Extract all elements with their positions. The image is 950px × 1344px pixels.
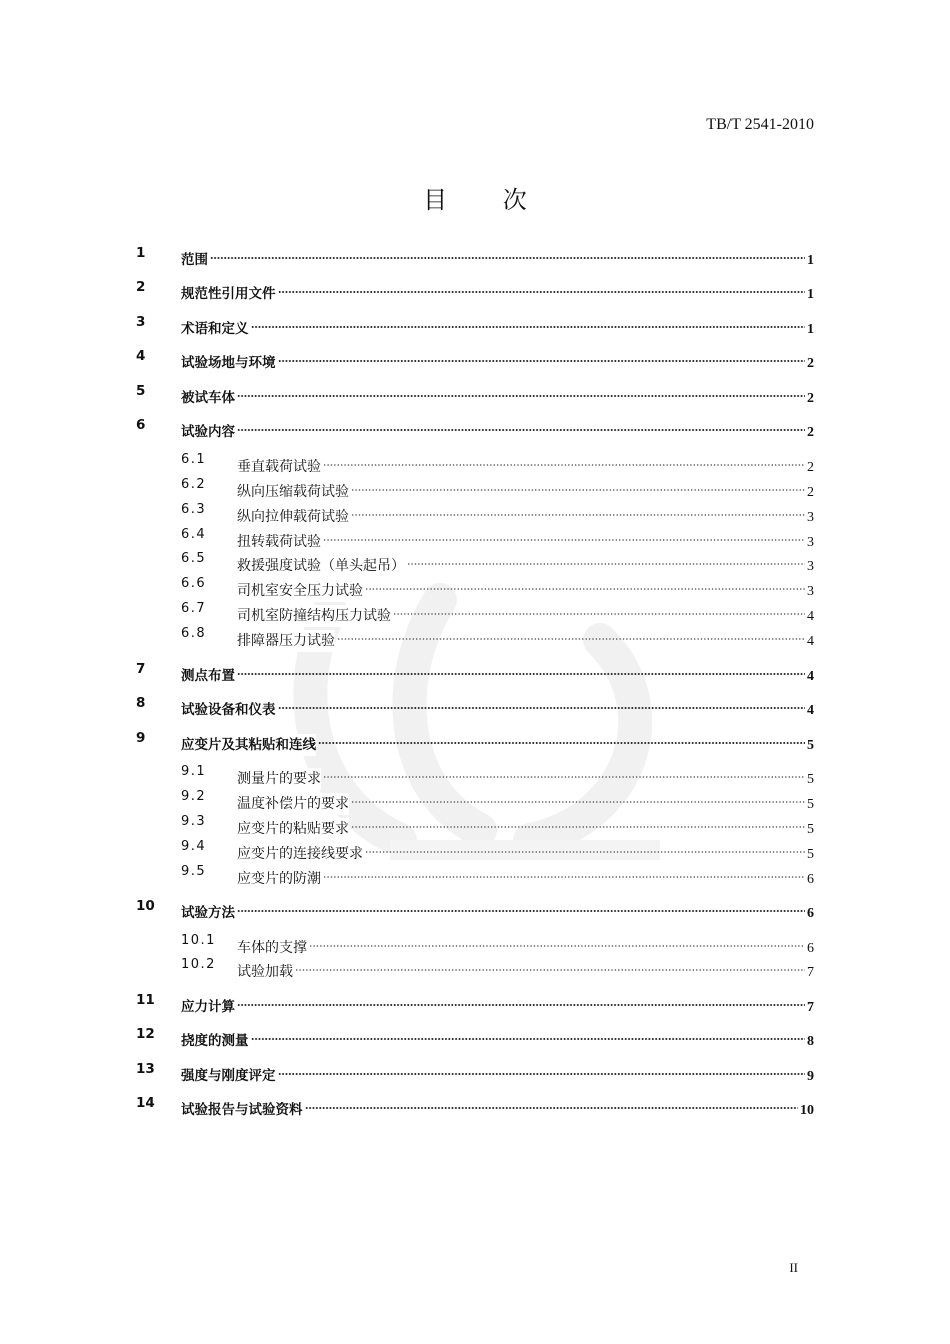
toc-entry[interactable] <box>0 1058 950 1084</box>
toc-entry-page: 2 <box>807 356 814 371</box>
toc-entry[interactable] <box>0 499 950 525</box>
toc-dot-leader <box>335 623 807 645</box>
toc-dot-leader <box>235 658 807 680</box>
toc-entry-number: 6.4 <box>181 527 207 542</box>
toc-entry-title: 应力计算 <box>181 996 235 1018</box>
toc-entry[interactable] <box>0 414 950 440</box>
toc-entry[interactable] <box>0 836 950 862</box>
toc-entry-number: 9.5 <box>181 864 207 879</box>
toc-entry-title: 应变片的连接线要求 <box>237 843 363 865</box>
toc-entry-line <box>237 761 814 787</box>
toc-entry-page: 7 <box>807 965 814 980</box>
toc-entry[interactable] <box>0 524 950 550</box>
toc-entry-title: 术语和定义 <box>181 318 249 340</box>
toc-entry[interactable] <box>0 989 950 1015</box>
toc-entry[interactable] <box>0 598 950 624</box>
toc-entry-line <box>237 811 814 837</box>
toc-entry-number: 10 <box>136 898 155 914</box>
toc-entry-number: 6.8 <box>181 626 207 641</box>
toc-entry[interactable] <box>0 1023 950 1049</box>
toc-entry-line <box>181 345 814 371</box>
toc-entry[interactable] <box>0 623 950 649</box>
doc-code: TB/T 2541-2010 <box>706 116 814 133</box>
toc-dot-leader <box>321 861 807 883</box>
toc-entry-number: 14 <box>136 1095 155 1111</box>
toc-entry-number: 7 <box>136 661 146 677</box>
toc-entry-line <box>237 573 814 599</box>
toc-entry-page: 1 <box>807 253 814 268</box>
toc-entry[interactable] <box>0 474 950 500</box>
toc-dot-leader <box>349 811 807 833</box>
toc-dot-leader <box>321 524 807 546</box>
toc-entry-title: 范围 <box>181 249 208 271</box>
toc-entry-number: 10.2 <box>181 957 216 972</box>
toc-dot-leader <box>405 548 807 570</box>
toc-dot-leader <box>249 1023 808 1045</box>
toc-entry-page: 5 <box>807 772 814 787</box>
toc-dot-leader <box>391 598 807 620</box>
toc-entry-line <box>181 727 814 753</box>
toc-entry[interactable] <box>0 861 950 887</box>
toc-entry-number: 1 <box>136 245 146 261</box>
toc-dot-leader <box>349 499 807 521</box>
toc-entry[interactable] <box>0 276 950 302</box>
toc-entry-line <box>181 1058 814 1084</box>
toc-dot-leader <box>276 276 808 298</box>
toc-entry-number: 13 <box>136 1061 155 1077</box>
page-number: II <box>789 1260 798 1275</box>
toc-entry-page: 2 <box>807 425 814 440</box>
toc-entry-page: 5 <box>807 822 814 837</box>
toc-entry-title: 试验场地与环境 <box>181 352 276 374</box>
toc-entry-title: 挠度的测量 <box>181 1030 249 1052</box>
toc-entry-title: 温度补偿片的要求 <box>237 793 349 815</box>
toc-entry-page: 3 <box>807 559 814 574</box>
toc-entry-title: 被试车体 <box>181 387 235 409</box>
toc-entry-page: 4 <box>807 609 814 624</box>
toc-entry[interactable] <box>0 930 950 956</box>
toc-entry[interactable] <box>0 692 950 718</box>
toc-entry-line <box>237 449 814 475</box>
toc-dot-leader <box>235 414 807 436</box>
toc-entry-line <box>181 1023 814 1049</box>
toc-entry-title: 试验设备和仪表 <box>181 699 276 721</box>
toc-entry-line <box>181 311 814 337</box>
toc-entry[interactable] <box>0 311 950 337</box>
toc-entry[interactable] <box>0 761 950 787</box>
toc-entry-page: 5 <box>807 738 814 753</box>
toc-entry-line <box>237 861 814 887</box>
toc-entry[interactable] <box>0 727 950 753</box>
toc-entry[interactable] <box>0 242 950 268</box>
toc-entry[interactable] <box>0 954 950 980</box>
toc-dot-leader <box>276 1058 808 1080</box>
toc-entry[interactable] <box>0 1092 950 1118</box>
toc-entry-line <box>181 692 814 718</box>
toc-entry-line <box>237 524 814 550</box>
toc-entry-number: 9.4 <box>181 839 207 854</box>
toc-entry-line <box>181 989 814 1015</box>
toc-entry-page: 7 <box>807 1000 814 1015</box>
toc-entry-page: 2 <box>807 460 814 475</box>
toc-entry-line <box>237 499 814 525</box>
toc-entry-page: 4 <box>807 634 814 649</box>
toc-entry-page: 9 <box>807 1069 814 1084</box>
toc-entry-line <box>181 895 814 921</box>
toc-entry-number: 6.2 <box>181 477 207 492</box>
toc-entry-title: 司机室防撞结构压力试验 <box>237 605 391 627</box>
toc-entry-line <box>237 623 814 649</box>
toc-dot-leader <box>321 761 807 783</box>
toc-dot-leader <box>303 1092 801 1114</box>
toc-entry-title: 规范性引用文件 <box>181 283 276 305</box>
toc-entry-page: 2 <box>807 391 814 406</box>
toc-entry-title: 车体的支撑 <box>237 937 307 959</box>
toc-entry-line <box>237 836 814 862</box>
toc-entry-line <box>181 1092 814 1118</box>
toc-entry[interactable] <box>0 895 950 921</box>
toc-entry-title: 应变片的粘贴要求 <box>237 818 349 840</box>
toc-entry-number: 3 <box>136 314 146 330</box>
toc-dot-leader <box>316 727 807 749</box>
toc-dot-leader <box>363 836 807 858</box>
toc-entry-line <box>181 276 814 302</box>
toc-entry[interactable] <box>0 449 950 475</box>
toc-entry-number: 5 <box>136 383 146 399</box>
toc-entry-page: 1 <box>807 322 814 337</box>
toc-entry-page: 6 <box>807 941 814 956</box>
toc-entry-page: 1 <box>807 287 814 302</box>
toc-entry-page: 4 <box>807 703 814 718</box>
toc-entry-page: 8 <box>807 1034 814 1049</box>
toc-entry-line <box>237 474 814 500</box>
toc-entry-title: 垂直载荷试验 <box>237 456 321 478</box>
toc-entry[interactable] <box>0 811 950 837</box>
toc-entry-number: 8 <box>136 695 146 711</box>
toc-entry-line <box>181 658 814 684</box>
toc-entry-title: 试验方法 <box>181 902 235 924</box>
toc-entry-line <box>237 930 814 956</box>
toc-entry-number: 9.1 <box>181 764 207 779</box>
toc-entry-title: 司机室安全压力试验 <box>237 580 363 602</box>
toc-entry-line <box>237 954 814 980</box>
toc-dot-leader <box>235 895 807 917</box>
toc-entry-line <box>181 380 814 406</box>
toc-entry-page: 6 <box>807 872 814 887</box>
toc-entry-title: 强度与刚度评定 <box>181 1065 276 1087</box>
toc-entry-title: 应变片的防潮 <box>237 868 321 890</box>
toc-entry-title: 试验内容 <box>181 421 235 443</box>
toc-entry-line <box>237 548 814 574</box>
toc-entry-number: 9.3 <box>181 814 207 829</box>
toc-entry[interactable] <box>0 573 950 599</box>
toc-entry-page: 5 <box>807 797 814 812</box>
toc-entry-number: 12 <box>136 1026 155 1042</box>
toc-entry-page: 3 <box>807 535 814 550</box>
toc-entry-title: 纵向拉伸载荷试验 <box>237 506 349 528</box>
toc-entry-title: 纵向压缩载荷试验 <box>237 481 349 503</box>
toc-entry[interactable] <box>0 548 950 574</box>
toc-dot-leader <box>249 311 808 333</box>
toc-entry-title: 排障器压力试验 <box>237 630 335 652</box>
toc-dot-leader <box>276 345 808 367</box>
toc-entry-number: 11 <box>136 992 155 1008</box>
toc-dot-leader <box>293 954 807 976</box>
toc-entry-number: 9 <box>136 730 146 746</box>
toc-entry-number: 6.1 <box>181 452 207 467</box>
toc-dot-leader <box>208 242 807 264</box>
toc-entry[interactable] <box>0 658 950 684</box>
toc-entry-number: 6.3 <box>181 502 207 517</box>
toc-entry-title: 试验报告与试验资料 <box>181 1099 303 1121</box>
toc-entry-page: 3 <box>807 584 814 599</box>
toc-entry-page: 6 <box>807 906 814 921</box>
toc-entry-number: 6.5 <box>181 551 207 566</box>
toc-title: 目 次 <box>423 186 551 214</box>
toc-entry-number: 6.6 <box>181 576 207 591</box>
toc-entry-number: 9.2 <box>181 789 207 804</box>
toc-entry-title: 应变片及其粘贴和连线 <box>181 734 316 756</box>
toc-entry-line <box>181 242 814 268</box>
toc-entry-line <box>237 598 814 624</box>
toc-entry[interactable] <box>0 786 950 812</box>
toc-entry-page: 10 <box>800 1103 814 1118</box>
toc-entry-title: 扭转载荷试验 <box>237 531 321 553</box>
toc-dot-leader <box>349 786 807 808</box>
toc-entry-title: 测量片的要求 <box>237 768 321 790</box>
toc-entry-number: 4 <box>136 348 146 364</box>
toc-entry-number: 6 <box>136 417 146 433</box>
toc-entry-title: 测点布置 <box>181 665 235 687</box>
toc-entry-page: 2 <box>807 485 814 500</box>
toc-dot-leader <box>276 692 808 714</box>
toc-entry-title: 救援强度试验（单头起吊） <box>237 555 405 577</box>
toc-dot-leader <box>349 474 807 496</box>
toc-entry-page: 5 <box>807 847 814 862</box>
toc-entry-title: 试验加载 <box>237 961 293 983</box>
toc-entry-page: 3 <box>807 510 814 525</box>
toc-entry-page: 4 <box>807 669 814 684</box>
toc-entry[interactable] <box>0 380 950 406</box>
toc-entry-line <box>237 786 814 812</box>
toc-dot-leader <box>235 989 807 1011</box>
toc-dot-leader <box>235 380 807 402</box>
toc-entry-number: 6.7 <box>181 601 207 616</box>
toc-dot-leader <box>363 573 807 595</box>
toc-dot-leader <box>321 449 807 471</box>
toc-entry-number: 2 <box>136 279 146 295</box>
toc-entry-number: 10.1 <box>181 933 216 948</box>
toc-entry[interactable] <box>0 345 950 371</box>
toc-entry-line <box>181 414 814 440</box>
toc-dot-leader <box>307 930 807 952</box>
